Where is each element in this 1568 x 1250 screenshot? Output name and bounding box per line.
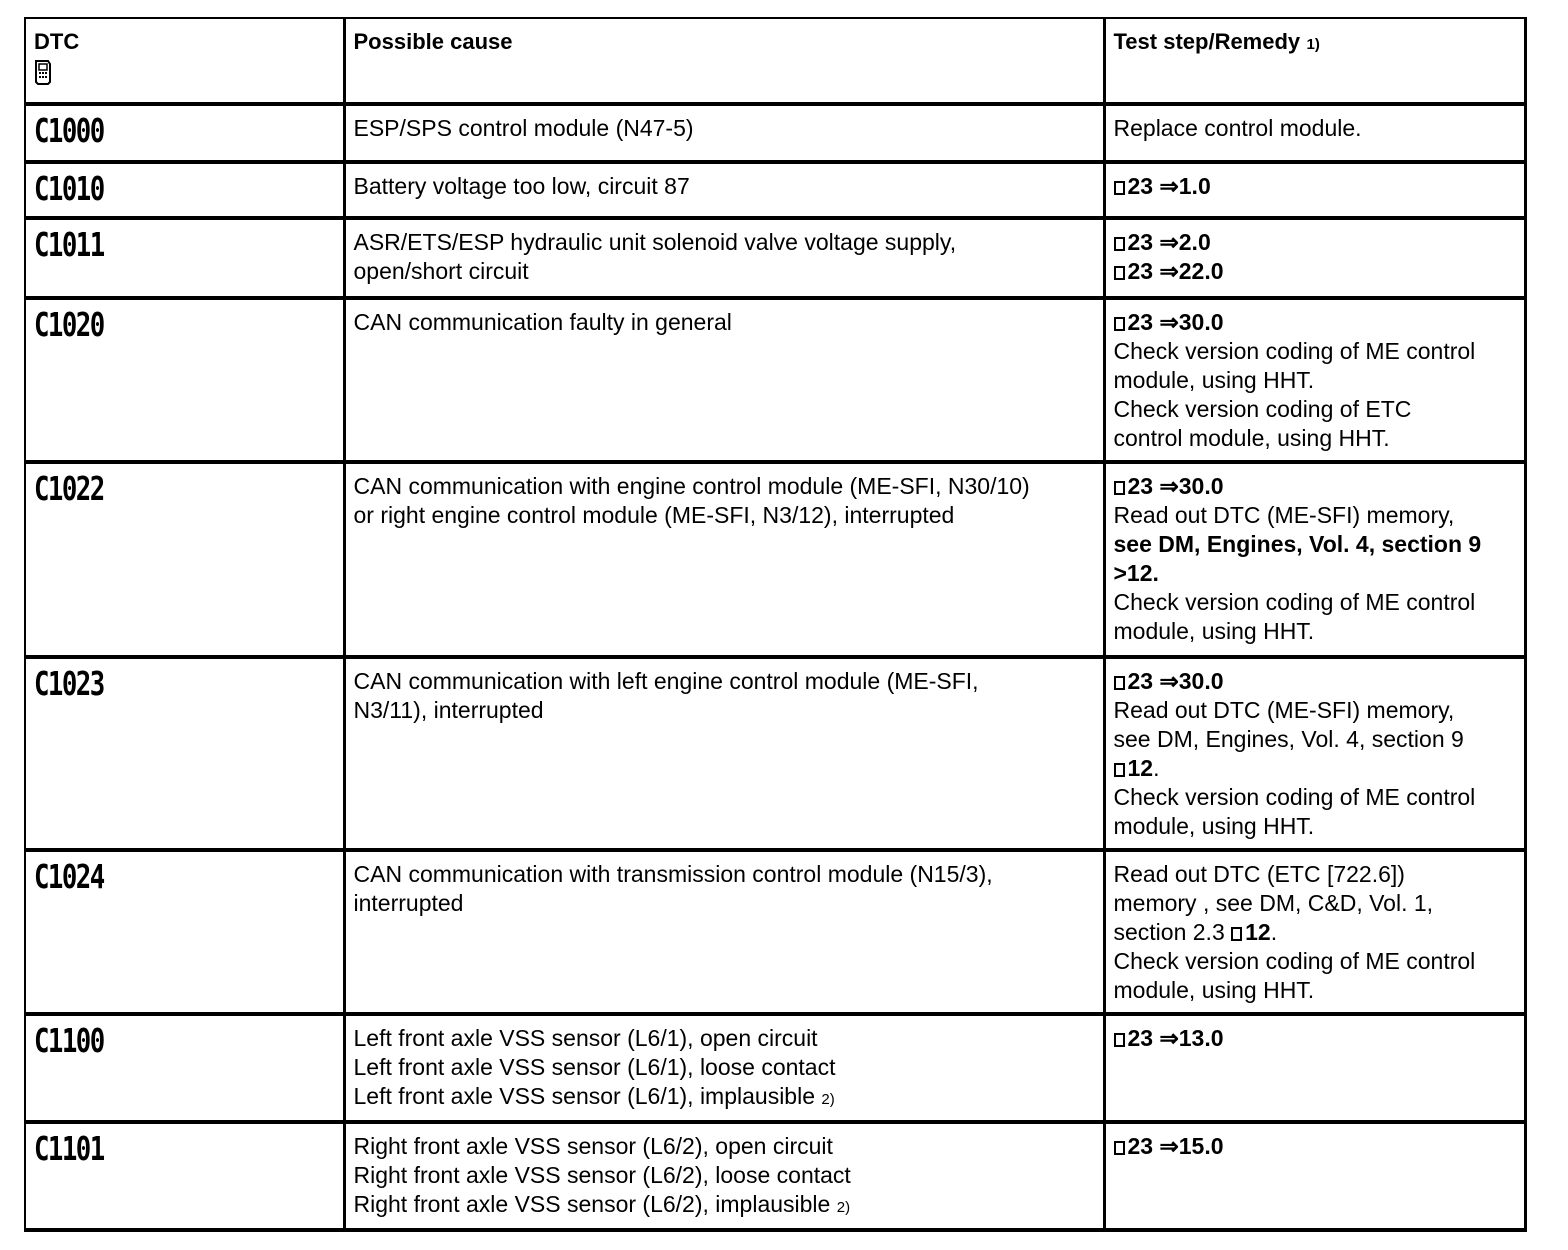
dtc-cell [25,1122,344,1230]
remedy-ref [1114,1024,1516,1053]
ref-box-icon [1231,927,1242,941]
cause-line: N3/11), interrupted [353,697,544,723]
cause-line: CAN communication with engine control module (ME-SFI, N30/10) [353,473,1030,499]
cause-line: CAN communication faulty in general [353,309,732,335]
ref-number: 23 [1127,1133,1154,1159]
arrow-icon: ⇒ [1159,473,1179,499]
table-row [25,104,1525,162]
cause-line: interrupted [353,890,464,916]
remedy-line: Check version coding of ME control [1113,948,1476,974]
ref-number: 23 [1127,173,1154,199]
table-row [25,1122,1525,1230]
ref-box-icon [1114,676,1125,690]
table-row [25,298,1525,462]
cause-cell [344,1014,1104,1122]
dtc-cell [25,162,344,218]
ref-box-icon [1114,763,1125,777]
remedy-line: module, using HHT. [1113,618,1315,644]
ref-number: 23 [1127,309,1154,335]
dtc-code: C1020 [34,305,104,344]
remedy-ref [1114,667,1516,696]
cause-line: Left front axle VSS sensor (L6/1), open circuit [353,1025,818,1051]
remedy-ref [1114,472,1516,501]
remedy-cell [1104,657,1525,850]
cause-line: open/short circuit [353,258,529,284]
table-row [25,657,1525,850]
ref-box-icon [1114,237,1125,251]
ref-box-icon [1114,1141,1125,1155]
arrow-icon: ⇒ [1159,229,1179,255]
arrow-icon: ⇒ [1159,258,1179,284]
dtc-code: C1000 [34,111,104,150]
dtc-code: C1022 [34,469,104,508]
ref-step: 1.0 [1178,173,1211,199]
cause-line: or right engine control module (ME-SFI, N3/12), interrupted [353,502,955,528]
dtc-code: C1011 [34,225,104,264]
cause-line: Left front axle VSS sensor (L6/1), implausible 2) [353,1083,835,1109]
table-row [25,218,1525,298]
remedy-line: control module, using HHT. [1113,425,1390,451]
remedy-line: Check version coding of ME control [1113,338,1476,364]
ref-number: 12 [1127,755,1154,781]
ref-step: 30.0 [1178,309,1224,335]
dtc-cell [25,104,344,162]
header-dtc-cell [25,18,344,104]
table-row [25,850,1525,1014]
dtc-cell [25,850,344,1014]
header-cause: Possible cause [353,29,513,54]
ref-number: 23 [1127,473,1154,499]
remedy-line [1114,754,1516,783]
ref-number: 12 [1245,919,1271,945]
ref-box-icon [1114,481,1125,495]
ref-step: 30.0 [1178,473,1224,499]
ref-step: 15.0 [1178,1133,1224,1159]
remedy-line: memory , see DM, C&D, Vol. 1, [1113,890,1434,916]
remedy-ref [1114,257,1516,286]
remedy-line: see DM, Engines, Vol. 4, section 9 [1113,726,1464,752]
dtc-code: C1024 [34,857,104,896]
remedy-cell [1104,104,1525,162]
header-cause-cell [344,18,1104,104]
cause-line: Right front axle VSS sensor (L6/2), loose contact [353,1162,851,1188]
arrow-icon: ⇒ [1159,173,1179,199]
ref-step: 30.0 [1178,668,1224,694]
ref-box-icon [1114,317,1125,331]
remedy-line-prefix: section 2.3 [1113,919,1232,945]
remedy-line: Check version coding of ME control [1113,589,1476,615]
remedy-ref [1114,172,1516,201]
cause-cell [344,104,1104,162]
dtc-cell [25,218,344,298]
remedy-text: Replace control module. [1113,115,1362,141]
table-row [25,462,1525,657]
cause-cell [344,298,1104,462]
table-row [25,1014,1525,1122]
remedy-line-bold: see DM, Engines, Vol. 4, section 9 [1113,531,1482,557]
cause-line: CAN communication with transmission control module (N15/3), [353,861,993,887]
ref-number: 23 [1127,258,1154,284]
remedy-cell [1104,1014,1525,1122]
table-header-row [25,18,1525,104]
table-row [25,162,1525,218]
dtc-code: C1100 [34,1021,104,1060]
remedy-line: module, using HHT. [1113,977,1315,1003]
remedy-cell [1104,162,1525,218]
dtc-cell [25,462,344,657]
remedy-ref [1114,228,1516,257]
arrow-icon: ⇒ [1159,309,1179,335]
remedy-line: module, using HHT. [1113,813,1315,839]
dtc-table [24,17,1527,1232]
ref-box-icon [1114,1033,1125,1047]
cause-line: Right front axle VSS sensor (L6/2), open circuit [353,1133,833,1159]
cause-cell [344,462,1104,657]
ref-box-icon [1114,181,1125,195]
remedy-cell [1104,218,1525,298]
arrow-icon: ⇒ [1159,1133,1179,1159]
header-remedy: Test step/Remedy [1113,29,1301,54]
remedy-ref [1114,1132,1516,1161]
tester-icon [34,59,52,85]
ref-tail: . [1270,919,1278,945]
cause-cell [344,1122,1104,1230]
remedy-ref [1114,308,1516,337]
remedy-line-bold: >12. [1113,560,1159,586]
remedy-cell [1104,1122,1525,1230]
header-remedy-cell [1104,18,1525,104]
remedy-line: Read out DTC (ME-SFI) memory, [1113,502,1455,528]
cause-line: CAN communication with left engine control module (ME-SFI, [353,668,979,694]
arrow-icon: ⇒ [1159,668,1179,694]
cause-cell [344,218,1104,298]
cause-line: Right front axle VSS sensor (L6/2), implausible 2) [353,1191,851,1217]
remedy-cell [1104,850,1525,1014]
cause-line: ASR/ETS/ESP hydraulic unit solenoid valve voltage supply, [353,229,957,255]
dtc-cell [25,298,344,462]
remedy-line: module, using HHT. [1113,367,1315,393]
remedy-cell [1104,298,1525,462]
ref-box-icon [1114,266,1125,280]
cause-footnote: 2) [821,1091,835,1108]
ref-number: 23 [1127,229,1154,255]
arrow-icon: ⇒ [1159,1025,1179,1051]
header-dtc: DTC [34,29,80,54]
cause-cell [344,657,1104,850]
ref-tail: . [1153,755,1160,781]
dtc-cell [25,1014,344,1122]
ref-number: 23 [1127,668,1154,694]
remedy-cell [1104,462,1525,657]
ref-step: 22.0 [1178,258,1224,284]
cause-line: Battery voltage too low, circuit 87 [353,173,690,199]
ref-number: 23 [1127,1025,1154,1051]
cause-line: ESP/SPS control module (N47-5) [353,115,694,141]
remedy-line: Check version coding of ETC [1113,396,1412,422]
remedy-line [1114,918,1516,947]
cause-footnote: 2) [836,1199,851,1216]
header-remedy-footnote: 1) [1306,36,1320,53]
dtc-cell [25,657,344,850]
cause-cell [344,162,1104,218]
remedy-line: Check version coding of ME control [1113,784,1476,810]
dtc-code: C1101 [34,1129,104,1168]
ref-step: 13.0 [1178,1025,1224,1051]
cause-cell [344,850,1104,1014]
dtc-code: C1010 [34,169,104,208]
ref-step: 2.0 [1178,229,1211,255]
remedy-line: Read out DTC (ETC [722.6]) [1113,861,1405,887]
cause-line: Left front axle VSS sensor (L6/1), loose contact [353,1054,836,1080]
remedy-line: Read out DTC (ME-SFI) memory, [1113,697,1455,723]
dtc-code: C1023 [34,664,104,703]
